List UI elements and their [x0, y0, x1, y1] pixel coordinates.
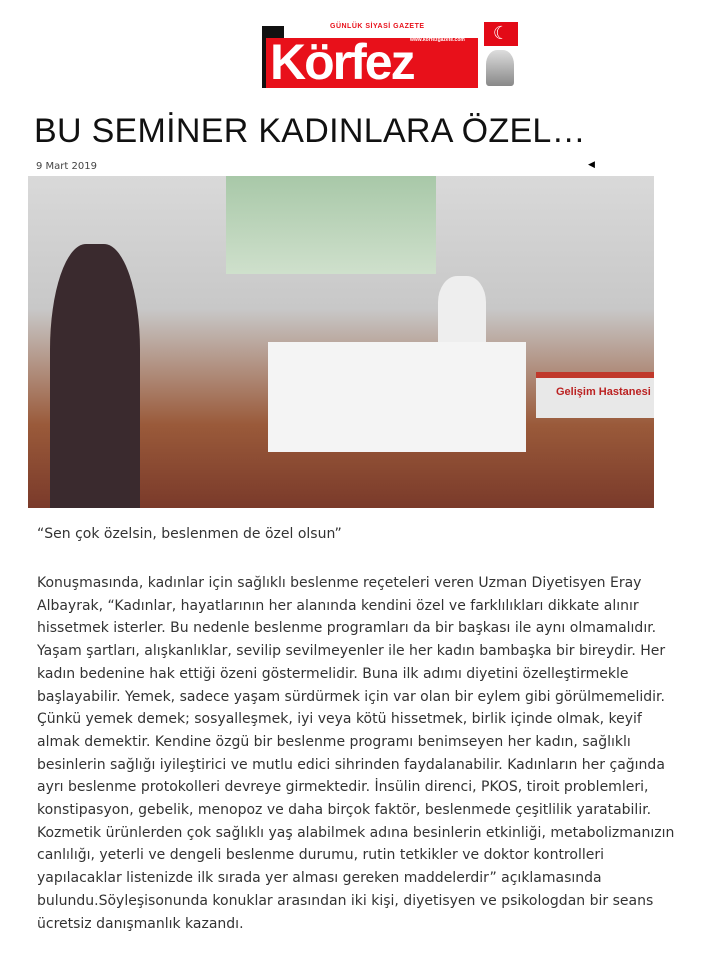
article-date: 9 Mart 2019 [36, 161, 97, 172]
portrait-icon [486, 50, 514, 86]
site-logo[interactable] [262, 22, 518, 88]
article-photo [28, 176, 654, 508]
photo-caption: “Sen çok özelsin, beslenmen de özel olsun” [37, 526, 342, 542]
article-title: BU SEMİNER KADINLARA ÖZEL… [34, 112, 586, 150]
podium-text: Gelişim Hastanesi [556, 386, 651, 398]
article-body: Konuşmasında, kadınlar için sağlıklı beslenme reçeteleri veren Uzman Diyetisyen Eray Albayrak, “Kadınlar, hayatlarının her alanında kendini özel ve farklılıkları dikkate alınır hissetmek isterler. Bu nedenle beslenme programları da bir başkası ile aynı olmamalıdır. Yaşam şartları, alışkanlıklar, sevilip sevilmeyenler ile her kadın bambaşka bir bireydir. Her kadın bedenine hak ettiği özeni göstermelidir. Buna ilk adımı diyetini özelleştirmekle başlayabilir. Yemek, sadece yaşam sürdürmek için var olan bir eylem gibi görülmemelidir. Çünkü yemek demek; sosyalleşmek, iyi veya kötü hissetmek, birlik içinde olmak, keyif almak demektir. Kendine özgü bir beslenme programı benimseyen her kadın, sağlıklı besinlerin sağlığı iyileştirici ve mutlu edici sihrinden faydalanabilir. Kadınların her çağında ayrı beslenme protokolleri devreye girmektedir. İnsülin direnci, PKOS, tiroit problemleri, konstipasyon, gebelik, menopoz ve daha birçok faktör, beslenmede çeşitlilik yaratabilir. Kozmetik ürünlerden çok sağlıklı yaş alabilmek adına besinlerin etkinliği, metabolizmanızın canlılığı, yeterli ve dengeli beslenme durumu, rutin tetkikler ve doktor kontrolleri yapılacaklar listenizde ilk sırada yer alması gereken maddelerdir” açıklamasında bulundu.Söyleşisonunda konuklar arasından iki kişi, diyetisyen ve psikologdan bir seans ücretsiz danışmanlık kazandı. [37, 575, 675, 932]
logo-tagline: GÜNLÜK SİYASİ GAZETE [330, 23, 425, 30]
logo-url: www.korfezgazete.com [410, 37, 465, 43]
podium-sign [536, 372, 654, 418]
logo-name: Körfez [270, 34, 414, 90]
standing-speaker [50, 244, 140, 508]
desk [268, 342, 526, 452]
projector-screen [226, 176, 436, 274]
share-arrow-icon[interactable]: ◀ [588, 160, 595, 170]
turkish-flag-icon: ☾ [484, 22, 518, 46]
seated-speaker [438, 276, 486, 342]
